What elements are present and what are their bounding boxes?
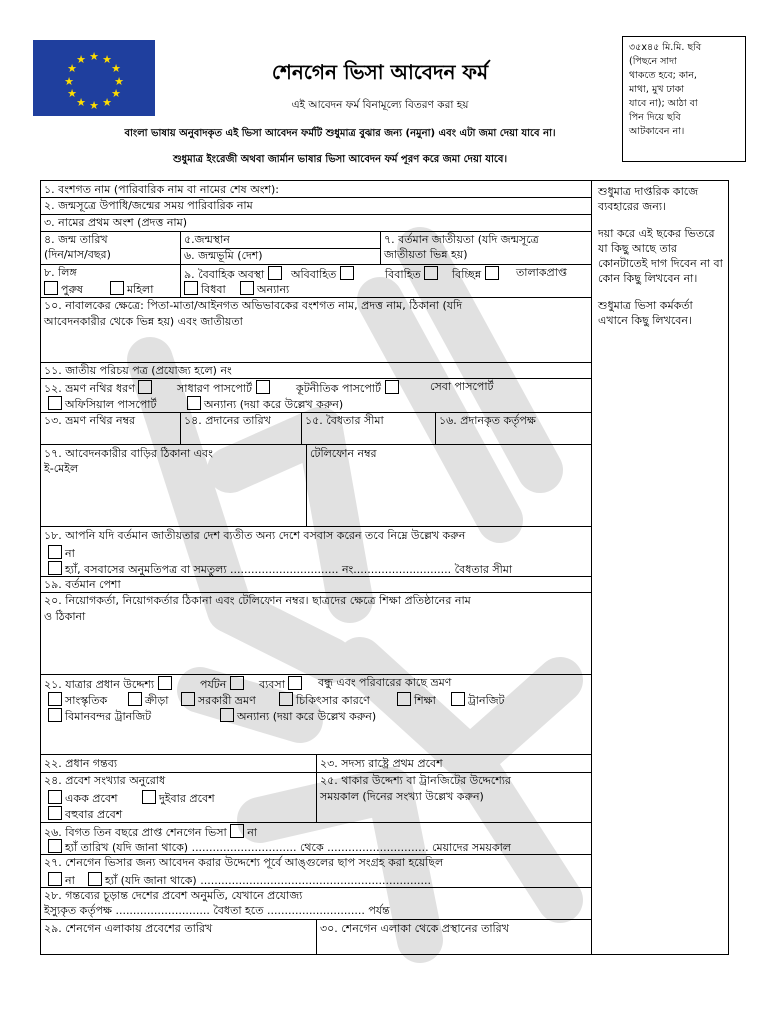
field-valid-until[interactable]: ১৫. বৈধতার সীমা	[305, 414, 384, 427]
official-use-note: শুধুমাত্র দাপ্তরিক কাজে ব্যবহারের জন্য।	[598, 185, 699, 213]
photo-line: মাথা, মুখ ঢাকা	[629, 84, 685, 95]
field-surname[interactable]: ১. বংশগত নাম (পারিবারিক নাম বা নামের শেষ অংশ):	[44, 183, 279, 196]
purpose-other-checkbox[interactable]	[220, 708, 234, 722]
field-home-address[interactable]: ১৭. আবেদনকারীর বাড়ির ঠিকানা এবং	[44, 447, 213, 460]
fingerprints-option-yes[interactable]: হ্যাঁ (যদি জানা থাকে) ..................................................................	[88, 872, 431, 888]
multiple-entry-checkbox[interactable]	[48, 806, 62, 820]
marital-option-other[interactable]: অন্যান্য	[240, 281, 289, 297]
field-issued-by[interactable]: ১৬. প্রদানকৃত কর্তৃপক্ষ	[439, 414, 536, 427]
field-entry-permit[interactable]: ২৮. গন্তব্যের চূড়ান্ত দেশের প্রবেশ অনুমতি, যেখানে প্রযোজ্য	[44, 889, 303, 902]
svg-text:★: ★	[111, 87, 121, 100]
form-title: শেনগেন ভিসা আবেদন ফর্ম	[271, 60, 489, 84]
residence-option-yes[interactable]: হ্যাঁ, বসবাসের অনুমতিপত্র বা সমতুল্য ............................... নং............................ বৈধতার সীমা	[48, 561, 512, 577]
photo-line: আটকাবেন না।	[629, 126, 685, 137]
field-telephone[interactable]: টেলিফোন নম্বর	[310, 447, 377, 460]
field-duration-cont: সময়কাল (দিনের সংখ্যা উল্লেখ করুন)	[320, 790, 484, 803]
single-entry-checkbox[interactable]	[48, 790, 62, 804]
field-document-type: ১২. ভ্রমণ নথির ধরণ	[44, 380, 155, 396]
field-country-of-birth[interactable]: ৬. জন্মভূমি (দেশ)	[184, 249, 263, 262]
study-checkbox[interactable]	[397, 692, 411, 706]
field-residence-other-country: ১৮. আপনি যদি বর্তমান জাতীয়তার দেশ ব্যতীত অন্য দেশে বসবাস করেন তবে নিম্নে উল্লেখ করুন	[44, 529, 466, 542]
airport-transit-checkbox[interactable]	[48, 708, 62, 722]
cultural-checkbox[interactable]	[48, 692, 62, 706]
widowed-checkbox[interactable]	[184, 281, 198, 295]
doc-option-other[interactable]: অন্যান্য (দয়া করে উল্লেখ করুন)	[187, 396, 343, 412]
entries-option-double[interactable]: দুইবার প্রবেশ	[142, 790, 215, 806]
field-entries-requested: ২৪. প্রবেশ সংখ্যার অনুরোধ	[44, 774, 166, 787]
field-occupation[interactable]: ১৯. বর্তমান পেশা	[44, 578, 121, 591]
photo-line: যাবে না); আঠা বা	[629, 98, 698, 109]
marital-option-married[interactable]: বিবাহিত	[385, 266, 441, 282]
single-checkbox[interactable]	[340, 266, 354, 280]
field-national-id[interactable]: ১১. জাতীয় পরিচয় পত্র (প্রযোজ্য হলে) নং	[44, 364, 232, 377]
purpose-option-airport-transit[interactable]: বিমানবন্দর ট্রানজিট	[48, 708, 151, 724]
field-fingerprints: ২৭. শেনগেন ভিসার জন্য আবেদন করার উদ্দেশ্যে পূর্বে আঙ্গুলের ছাপ সংগ্রহ করা হয়েছিল	[44, 856, 444, 869]
photo-line: ৩৫x৪৫ মি.মি. ছবি	[629, 42, 702, 53]
marital-checkbox[interactable]	[268, 266, 282, 280]
field-guardian-cont: আবেদনকারীর থেকে ভিন্ন হয়) এবং জাতীয়তা	[44, 315, 243, 328]
married-checkbox[interactable]	[424, 266, 438, 280]
photo-box[interactable]	[622, 36, 746, 162]
residence-yes-checkbox[interactable]	[48, 561, 62, 575]
field-arrival-date[interactable]: ২৯. শেনগেন এলাকায় প্রবেশের তারিখ	[44, 922, 213, 935]
purpose-option-sports[interactable]: ক্রীড়া	[128, 692, 168, 708]
purpose-option-business[interactable]: ব্যবসা	[259, 676, 305, 692]
doc-option-service[interactable]: সেবা পাসপোর্ট	[430, 380, 494, 393]
prev-visa-option-yes[interactable]: হ্যাঁ তারিখ (যদি জানা থাকে) .............................. থেকে ............................. মেয়াদের সময়কাল	[48, 839, 511, 855]
entries-option-single[interactable]: একক প্রবেশ	[48, 790, 118, 806]
field-entry-permit-cont[interactable]: ইস্যুকৃত কর্তৃপক্ষ ........................... বৈধতা হতে ............................ পর্যন্ত	[44, 904, 390, 917]
photo-line: পিন দিয়ে ছবি	[629, 112, 681, 123]
purpose-option-study[interactable]: শিক্ষা	[397, 692, 436, 708]
official-visit-checkbox[interactable]	[181, 692, 195, 706]
translation-note: বাংলা ভাষায় অনুবাদকৃত এই ভিসা আবেদন ফর্মটি শুধুমাত্র বুঝার জন্য (নমুনা) এবং এটা জমা দেয়া যাবে না।	[124, 128, 556, 139]
svg-text:★: ★	[89, 99, 99, 112]
diplomatic-passport-checkbox[interactable]	[385, 380, 399, 394]
svg-text:★: ★	[111, 62, 121, 75]
marital-option-divorced[interactable]: তালাকপ্রাপ্ত	[516, 266, 567, 279]
marital-other-checkbox[interactable]	[240, 281, 254, 295]
svg-text:★: ★	[102, 53, 112, 66]
svg-text:★: ★	[76, 96, 86, 109]
doc-option-ordinary[interactable]: সাধারণ পাসপোর্ট	[177, 380, 273, 396]
svg-text:★: ★	[67, 87, 77, 100]
purpose-option-cultural[interactable]: সাংস্কৃতিক	[48, 692, 107, 708]
form-subtitle: এই আবেদন ফর্ম বিনামূল্যে বিতরণ করা হয়	[291, 99, 469, 111]
field-employer-cont: ও ঠিকানা	[44, 610, 86, 623]
sex-option-female[interactable]: মহিলা	[110, 281, 153, 297]
doc-type-checkbox[interactable]	[138, 380, 152, 394]
field-dob-label[interactable]: ৪. জন্ম তারিখ	[44, 233, 108, 246]
fingerprints-no-checkbox[interactable]	[48, 872, 62, 886]
svg-text:★: ★	[67, 62, 77, 75]
eu-flag-logo	[33, 40, 155, 116]
transit-checkbox[interactable]	[451, 692, 465, 706]
purpose-option-medical[interactable]: চিকিৎসার কারণে	[279, 692, 370, 708]
eu-stars-icon	[33, 40, 155, 116]
sex-option-male[interactable]: পুরুষ	[44, 281, 83, 297]
doc-option-official[interactable]: অফিসিয়াল পাসপোর্ট	[48, 396, 156, 412]
photo-line: (পিছনে সাদা	[629, 56, 677, 67]
field-previous-visas: ২৬. বিগত তিন বছরে প্রাপ্ত শেনগেন ভিসা না	[44, 826, 257, 839]
doc-other-checkbox[interactable]	[187, 396, 201, 410]
purpose-option-transit[interactable]: ট্রানজিট	[451, 692, 505, 708]
ordinary-passport-checkbox[interactable]	[256, 380, 270, 394]
fingerprints-yes-checkbox[interactable]	[88, 872, 102, 886]
field-place-of-birth[interactable]: ৫.জন্মস্থান	[184, 233, 230, 246]
field-surname-at-birth[interactable]: ২. জন্মসূত্রে উপাধি/জন্মের সময় পারিবারিক নাম	[44, 199, 253, 212]
photo-line: থাকতে হবে; কান,	[629, 70, 697, 81]
business-checkbox[interactable]	[288, 676, 302, 690]
official-use-panel	[591, 180, 729, 955]
field-main-destination[interactable]: ২২. প্রধান গন্তব্য	[44, 757, 118, 770]
fingerprints-option-no[interactable]: না	[48, 872, 75, 888]
submission-note: শুধুমাত্র ইংরেজী অথবা জার্মান ভাষার ভিসা আবেদন ফর্ম পূরণ করে জমা দেয়া যাবে।	[172, 154, 508, 165]
tourism-checkbox[interactable]	[230, 676, 244, 690]
prev-visa-yes-checkbox[interactable]	[48, 839, 62, 853]
official-passport-checkbox[interactable]	[48, 396, 62, 410]
marital-option-widowed[interactable]: বিধবা	[184, 281, 226, 297]
svg-text:★: ★	[76, 53, 86, 66]
svg-text:★: ★	[102, 96, 112, 109]
field-nationality-note: জাতীয়তা ভিন্ন হয়)	[384, 248, 468, 261]
sports-checkbox[interactable]	[128, 692, 142, 706]
separated-checkbox[interactable]	[485, 266, 499, 280]
field-first-name[interactable]: ৩. নামের প্রথম অংশ (প্রদত্ত নাম)	[44, 216, 187, 229]
purpose-option-tourism[interactable]: পর্যটন	[200, 676, 247, 692]
purpose-checkbox[interactable]	[158, 676, 172, 690]
svg-text:★: ★	[114, 75, 124, 88]
entries-option-multiple[interactable]: বহুবার প্রবেশ	[48, 806, 122, 822]
field-purpose: ২১. যাত্রার প্রধান উদ্দেশ্য	[44, 676, 175, 692]
medical-checkbox[interactable]	[279, 692, 293, 706]
marital-option-separated[interactable]: বিচ্ছিন্ন	[452, 266, 502, 282]
field-dob-format: (দিন/মাস/বছর)	[44, 248, 111, 261]
male-checkbox[interactable]	[44, 281, 58, 295]
visa-officer-note: শুধুমাত্র ভিসা কর্মকর্তা এখানে কিছু লিখবেন।	[598, 299, 693, 327]
svg-text:★: ★	[64, 75, 74, 88]
residence-no-checkbox[interactable]	[48, 545, 62, 559]
field-email[interactable]: ই-মেইল	[44, 462, 79, 475]
svg-text:★: ★	[89, 50, 99, 63]
field-guardian[interactable]: ১০. নাবালকের ক্ষেত্রে: পিতা-মাতা/আইনগত অভিভাবকের বংশগত নাম, প্রদত্ত নাম, ঠিকানা (যদি	[44, 299, 462, 312]
field-sex: ৮. লিঙ্গ	[44, 266, 77, 279]
field-marital-status: ৯. বৈবাহিক অবস্থা	[184, 266, 285, 282]
double-entry-checkbox[interactable]	[142, 790, 156, 804]
purpose-option-official[interactable]: সরকারী ভ্রমণ	[181, 692, 256, 708]
residence-option-no[interactable]: না	[48, 545, 75, 561]
marital-option-single[interactable]: অবিবাহিত	[291, 266, 357, 282]
field-first-entry[interactable]: ২৩. সদস্য রাষ্ট্রে প্রথম প্রবেশ	[320, 757, 443, 770]
purpose-option-family[interactable]: বন্ধু এবং পরিবারের কাছে ভ্রমণ	[318, 676, 452, 689]
field-duration[interactable]: ২৫. থাকার উদ্দেশ্য বা ট্রানজিটের উদ্দেশ্যের	[320, 774, 511, 787]
doc-option-diplomatic[interactable]: কূটনীতিক পাসপোর্ট	[296, 380, 402, 396]
purpose-option-other[interactable]: অন্যান্য (দয়া করে উল্লেখ করুন)	[220, 708, 376, 724]
field-issue-date[interactable]: ১৪. প্রদানের তারিখ	[184, 414, 271, 427]
field-document-number[interactable]: ১৩. ভ্রমণ নথির নম্বর	[44, 414, 136, 427]
field-departure-date[interactable]: ৩০. শেনগেন এলাকা থেকে প্রস্থানের তারিখ	[320, 922, 509, 935]
field-nationality[interactable]: ৭. বর্তমান জাতীয়তা (যদি জন্মসূত্রে	[384, 233, 539, 246]
field-employer[interactable]: ২০. নিয়োগকর্তা, নিয়োগকর্তার ঠিকানা এবং টেলিফোন নম্বর। ছাত্রদের ক্ষেত্রে শিক্ষা প্রতিষ্ঠানের নাম	[44, 594, 471, 607]
prev-visa-checkbox[interactable]	[230, 824, 244, 838]
female-checkbox[interactable]	[110, 281, 124, 295]
do-not-mark-note: দয়া করে এই ছকের ভিতরে যা কিছু আছে তার কোনটাতেই দাগ দিবেন না বা কোন কিছু লিখবেন না।	[598, 227, 723, 285]
